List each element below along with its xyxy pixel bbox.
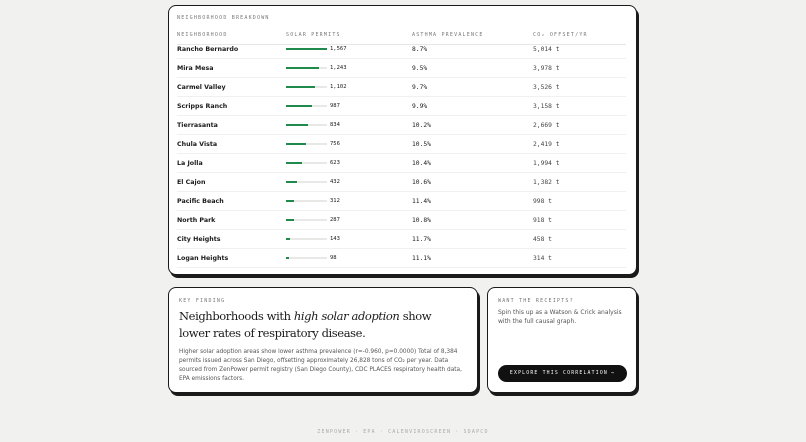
neighborhood-breakdown-card: [168, 5, 637, 275]
solar-permits-bar-fill: [286, 105, 312, 107]
solar-permits-bar-fill: [286, 48, 327, 50]
solar-permits-bar-fill: [286, 219, 294, 221]
table-row: [169, 192, 636, 211]
co2-offset-value: 458 t: [533, 236, 552, 243]
header-neighborhood: NEIGHBORHOOD: [177, 32, 228, 38]
breakdown-title: NEIGHBORHOOD BREAKDOWN: [177, 15, 270, 21]
solar-permits-bar-fill: [286, 143, 306, 145]
table-row: [169, 135, 636, 154]
solar-permits-bar: [286, 86, 327, 88]
solar-permits-bar: [286, 105, 327, 107]
solar-permits-count: 287: [330, 217, 340, 223]
neighborhood-name: North Park: [177, 217, 216, 224]
headline-part: show lower rates of respiratory disease.: [179, 309, 432, 340]
solar-permits-bar-fill: [286, 238, 290, 240]
table-row: [169, 211, 636, 230]
solar-permits-bar: [286, 257, 327, 259]
neighborhood-name: Pacific Beach: [177, 198, 224, 205]
table-row: [169, 40, 636, 59]
solar-permits-bar-fill: [286, 67, 319, 69]
asthma-prevalence-value: 10.4%: [412, 160, 431, 167]
neighborhood-name: El Cajon: [177, 179, 206, 186]
solar-permits-bar: [286, 48, 327, 50]
asthma-prevalence-value: 10.8%: [412, 217, 431, 224]
asthma-prevalence-value: 8.7%: [412, 46, 428, 53]
solar-permits-bar: [286, 67, 327, 69]
headline-emphasis: high solar adoption: [293, 309, 400, 323]
solar-permits-bar-fill: [286, 124, 308, 126]
key-finding-body: Higher solar adoption areas show lower asthma prevalence (r=-0.960, p=0.0000) Total of 8,384 permits issued across San Diego, offsetting approximately 26,828 tons of CO₂ per year. Data sourced from ZenPower permit registry (San Diego County), CDC PLACES respiratory health data, EPA emissions factors.: [179, 349, 462, 382]
headline-part: Neighborhoods with: [179, 309, 294, 323]
table-row: [169, 78, 636, 97]
key-finding-headline: [179, 308, 464, 342]
neighborhood-name: Carmel Valley: [177, 84, 226, 91]
explore-correlation-button[interactable]: [498, 365, 627, 382]
asthma-prevalence-value: 11.4%: [412, 198, 431, 205]
asthma-prevalence-value: 9.9%: [412, 103, 428, 110]
footer-sources: [0, 429, 806, 435]
asthma-prevalence-value: 9.5%: [412, 65, 428, 72]
solar-permits-count: 143: [330, 236, 340, 242]
co2-offset-value: 2,669 t: [533, 122, 560, 129]
co2-offset-value: 998 t: [533, 198, 552, 205]
asthma-prevalence-value: 9.7%: [412, 84, 428, 91]
explore-button-label: EXPLORE THIS CORRELATION: [509, 371, 609, 376]
footer-separator: ·: [354, 429, 360, 435]
table-row: [169, 154, 636, 173]
neighborhood-name: Chula Vista: [177, 141, 218, 148]
table-row: [169, 97, 636, 116]
solar-permits-count: 432: [330, 179, 340, 185]
solar-permits-bar: [286, 238, 327, 240]
solar-permits-count: 834: [330, 122, 340, 128]
co2-offset-value: 1,994 t: [533, 160, 560, 167]
table-row: [169, 249, 636, 268]
asthma-prevalence-value: 11.1%: [412, 255, 431, 262]
arrow-right-icon: →: [611, 371, 616, 376]
table-row: [169, 230, 636, 249]
solar-permits-count: 1,243: [330, 65, 347, 71]
footer-source-item: EPA: [363, 429, 376, 435]
row-divider: [177, 267, 626, 268]
solar-permits-bar-fill: [286, 181, 297, 183]
header-asthma-prevalence: ASTHMA PREVALENCE: [412, 32, 484, 38]
asthma-prevalence-value: 11.7%: [412, 236, 431, 243]
solar-permits-count: 98: [330, 255, 337, 261]
solar-permits-bar: [286, 162, 327, 164]
co2-offset-value: 918 t: [533, 217, 552, 224]
solar-permits-count: 756: [330, 141, 340, 147]
neighborhood-name: La Jolla: [177, 160, 203, 167]
asthma-prevalence-value: 10.6%: [412, 179, 431, 186]
solar-permits-bar: [286, 181, 327, 183]
header-co2-offset: CO₂ OFFSET/YR: [533, 32, 588, 38]
receipts-card: [487, 287, 637, 393]
solar-permits-bar-fill: [286, 162, 302, 164]
neighborhood-name: City Heights: [177, 236, 221, 243]
footer-source-item: ZENPOWER: [317, 429, 351, 435]
solar-permits-count: 987: [330, 103, 340, 109]
co2-offset-value: 1,382 t: [533, 179, 560, 186]
footer-separator: ·: [455, 429, 460, 435]
solar-permits-bar-fill: [286, 200, 294, 202]
solar-permits-bar: [286, 200, 327, 202]
key-finding-card: [168, 287, 478, 393]
solar-permits-count: 1,567: [330, 46, 347, 52]
neighborhood-name: Mira Mesa: [177, 65, 214, 72]
solar-permits-bar: [286, 219, 327, 221]
solar-permits-bar: [286, 124, 327, 126]
asthma-prevalence-value: 10.2%: [412, 122, 431, 129]
footer-source-item: SDAPCD: [463, 429, 489, 435]
solar-permits-bar: [286, 143, 327, 145]
co2-offset-value: 5,014 t: [533, 46, 560, 53]
footer-source-item: CALENVIROSCREEN: [388, 429, 452, 435]
solar-permits-bar-fill: [286, 86, 315, 88]
co2-offset-value: 3,158 t: [533, 103, 560, 110]
header-solar-permits: SOLAR PERMITS: [286, 32, 341, 38]
footer-separator: ·: [379, 429, 385, 435]
table-row: [169, 173, 636, 192]
co2-offset-value: 2,419 t: [533, 141, 560, 148]
neighborhood-name: Tierrasanta: [177, 122, 218, 129]
co2-offset-value: 3,526 t: [533, 84, 560, 91]
co2-offset-value: 3,978 t: [533, 65, 560, 72]
receipts-description: Spin this up as a Watson & Crick analysis with the full causal graph.: [498, 309, 622, 325]
receipts-label: WANT THE RECEIPTS?: [498, 298, 574, 304]
asthma-prevalence-value: 10.5%: [412, 141, 431, 148]
solar-permits-count: 1,102: [330, 84, 347, 90]
co2-offset-value: 314 t: [533, 255, 552, 262]
table-row: [169, 116, 636, 135]
solar-permits-count: 312: [330, 198, 340, 204]
neighborhood-name: Rancho Bernardo: [177, 46, 239, 53]
solar-permits-count: 623: [330, 160, 340, 166]
neighborhood-name: Logan Heights: [177, 255, 229, 262]
key-finding-label: KEY FINDING: [179, 298, 226, 304]
solar-permits-bar-fill: [286, 257, 289, 259]
neighborhood-name: Scripps Ranch: [177, 103, 228, 110]
table-row: [169, 59, 636, 78]
